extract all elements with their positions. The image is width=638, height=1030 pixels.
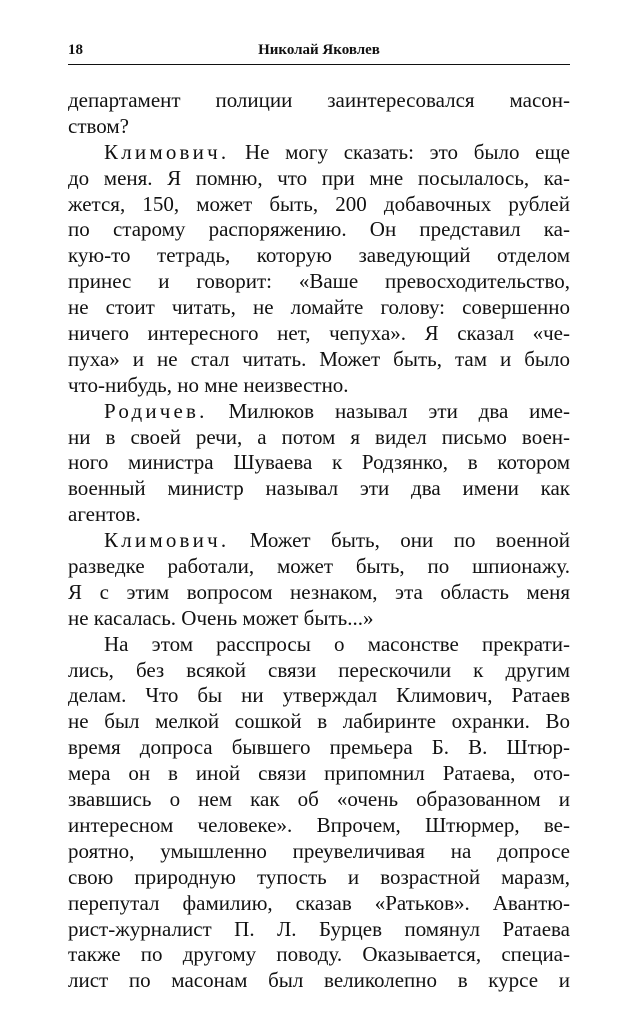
text-line xyxy=(68,787,570,813)
line-text: разведке работали, может быть, по шпионажу. xyxy=(68,554,570,579)
text-line xyxy=(68,658,570,684)
line-text: Милюков называл эти два име- xyxy=(207,398,570,423)
text-line xyxy=(68,580,570,606)
line-text: ничего интересного нет, чепуха». Я сказал «че- xyxy=(68,321,570,346)
line-text: агентов. xyxy=(68,502,141,527)
text-line xyxy=(68,450,570,476)
text-line xyxy=(68,632,570,658)
line-text: жется, 150, может быть, 200 добавочных рублей xyxy=(68,191,570,216)
speaker-name: Климович. xyxy=(104,139,230,164)
text-line xyxy=(68,839,570,865)
text-line xyxy=(68,321,570,347)
text-line xyxy=(68,347,570,373)
line-text: Может быть, они по военной xyxy=(229,528,570,553)
line-text: интересном человеке». Впрочем, Штюрмер, ве- xyxy=(68,812,570,837)
text-line xyxy=(68,502,570,528)
page-number: 18 xyxy=(68,42,83,58)
text-line xyxy=(68,528,570,554)
line-text: не был мелкой сошкой в лабиринте охранки. Во xyxy=(68,709,570,734)
line-text: до меня. Я помню, что при мне посылалось, ка- xyxy=(68,165,570,190)
line-text: рист-журналист П. Л. Бурцев помянул Ратаева xyxy=(68,916,570,941)
line-text: принес и говорит: «Ваше превосходительство, xyxy=(68,269,570,294)
line-text: ством? xyxy=(68,113,129,138)
line-text: военный министр называл эти два имени как xyxy=(68,476,570,501)
text-line xyxy=(68,476,570,502)
text-line xyxy=(68,554,570,580)
line-text: кую-то тетрадь, которую заведующий отделом xyxy=(68,243,570,268)
text-line xyxy=(68,968,570,994)
line-text: звавшись о нем как об «очень образованном и xyxy=(68,787,570,812)
text-line xyxy=(68,735,570,761)
line-text: по старому распоряжению. Он представил ка- xyxy=(68,217,570,242)
text-line xyxy=(68,217,570,243)
line-text: мера он в иной связи припомнил Ратаева, ото- xyxy=(68,761,570,786)
line-text: что-нибудь, но мне неизвестно. xyxy=(68,372,349,397)
line-text: Я с этим вопросом незнаком, эта область меня xyxy=(68,579,570,604)
text-line xyxy=(68,399,570,425)
line-text: роятно, умышленно преувеличивая на допросе xyxy=(68,838,570,863)
line-text: лист по масонам был великолепно в курсе и xyxy=(68,968,570,993)
header-rule xyxy=(68,64,570,65)
line-text: департамент полиции заинтересовался масон- xyxy=(68,88,570,112)
line-text: лись, без всякой связи перескочили к другим xyxy=(68,657,570,682)
running-title: Николай Яковлев xyxy=(258,42,380,58)
page-header xyxy=(68,42,570,64)
text-line xyxy=(68,761,570,787)
line-text: На этом расспросы о масонстве прекрати- xyxy=(104,631,570,656)
line-text: делам. Что бы ни утверждал Климович, Ратаев xyxy=(68,683,570,708)
line-text: ни в своей речи, а потом я видел письмо воен- xyxy=(68,424,570,449)
text-line xyxy=(68,243,570,269)
speaker-name: Климович. xyxy=(104,528,230,553)
text-line xyxy=(68,373,570,399)
text-line xyxy=(68,425,570,451)
text-line xyxy=(68,114,570,140)
text-line xyxy=(68,917,570,943)
line-text: перепутал фамилию, сказав «Ратьков». Авантю- xyxy=(68,890,570,915)
text-line xyxy=(68,295,570,321)
text-line xyxy=(68,140,570,166)
line-text: время допроса бывшего премьера Б. В. Штюр- xyxy=(68,735,570,760)
text-line xyxy=(68,88,570,114)
text-line xyxy=(68,891,570,917)
line-text: ного министра Шуваева к Родзянко, в котором xyxy=(68,450,570,475)
text-line xyxy=(68,606,570,632)
line-text: свою природную тупость и возрастной маразм, xyxy=(68,864,570,889)
text-line xyxy=(68,865,570,891)
line-text: также по другому поводу. Оказывается, специа- xyxy=(68,942,570,967)
line-text: Не могу сказать: это было еще xyxy=(229,139,570,164)
text-line xyxy=(68,269,570,295)
line-text: не касалась. Очень может быть...» xyxy=(68,605,374,630)
text-line xyxy=(68,683,570,709)
speaker-name: Родичев. xyxy=(104,398,208,423)
text-line xyxy=(68,942,570,968)
text-line xyxy=(68,166,570,192)
text-line xyxy=(68,709,570,735)
text-line xyxy=(68,192,570,218)
text-line xyxy=(68,813,570,839)
body-text xyxy=(68,88,570,994)
line-text: пуха» и не стал читать. Может быть, там и было xyxy=(68,346,570,371)
line-text: не стоит читать, не ломайте голову: совершенно xyxy=(68,295,570,320)
